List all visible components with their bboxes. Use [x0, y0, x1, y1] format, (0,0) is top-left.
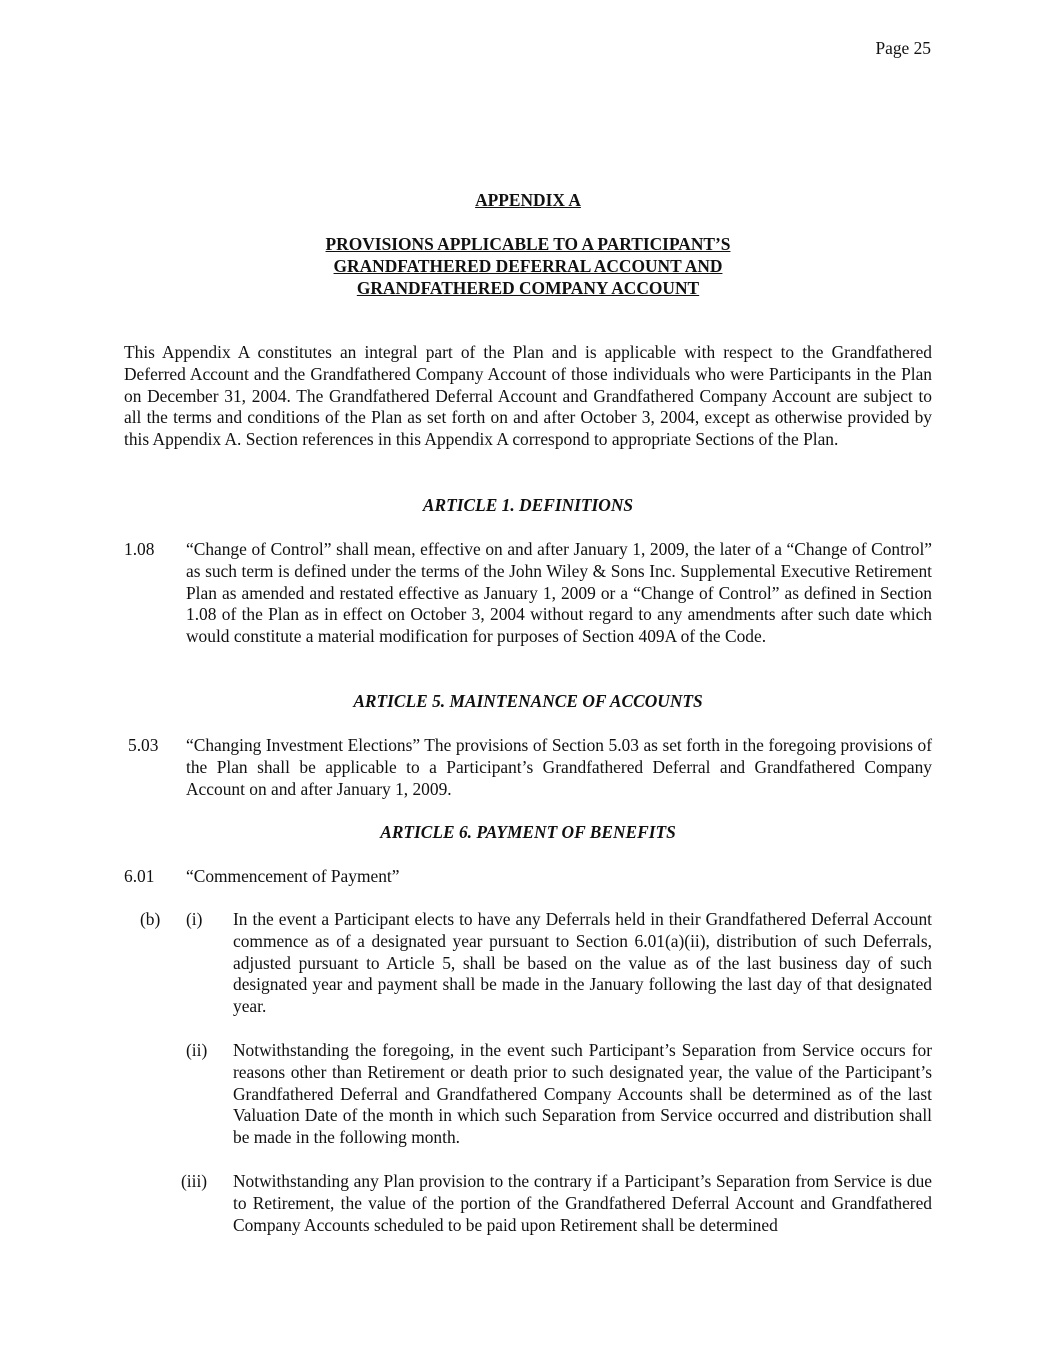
intro-paragraph: This Appendix A constitutes an integral part of the Plan and is applicable with respect to the Grandfathered Deferred Account and the Grandfathered Company Account of those individuals who were Participants in the Plan on December 31, 2004. The Grandfathered Deferral Account and Grandfathered Company Account are subject to all the terms and conditions of the Plan as set forth on and after October 3, 2004, except as otherwise provided by this Appendix A. Section references in this Appendix A correspond to appropriate Sections of the Plan. — [124, 342, 932, 450]
item-label: (i) — [186, 909, 203, 929]
page-number: Page 25 — [875, 38, 931, 58]
provisions-title-line: GRANDFATHERED COMPANY ACCOUNT — [356, 277, 700, 298]
item-label: (iii) — [181, 1171, 208, 1191]
section-5-03 — [124, 735, 932, 800]
provisions-title — [124, 234, 932, 299]
section-text: “Changing Investment Elections” The provisions of Section 5.03 as set forth in the foregoing provisions of the Plan shall be applicable to a Participant’s Grandfathered Deferral and Grandfathered Company Account on and after January 1, 2009. — [186, 735, 932, 799]
article-6-heading: ARTICLE 6. PAYMENT OF BENEFITS — [380, 822, 676, 842]
provisions-title-line: GRANDFATHERED DEFERRAL ACCOUNT AND — [333, 255, 723, 276]
section-number: 1.08 — [124, 539, 155, 559]
item-text: Notwithstanding any Plan provision to the contrary if a Participant’s Separation from Service is due to Retirement, the value of the portion of the Grandfathered Deferral Account and Grandfathered Company Accounts scheduled to be paid upon Retirement shall be determined — [233, 1171, 932, 1235]
subitem-ii — [124, 1040, 932, 1149]
section-number: 6.01 — [124, 866, 155, 886]
subitem-b-i — [124, 909, 932, 1018]
section-number: 5.03 — [128, 735, 159, 755]
section-title: “Commencement of Payment” — [186, 866, 400, 886]
item-text: In the event a Participant elects to have any Deferrals held in their Grandfathered Deferral Account commence as of a designated year pursuant to Section 6.01(a)(ii), distribution of such Deferrals, adjusted pursuant to Article 5, shall be based on the value as of the last business day of such designated year and payment shall be made in the January following the last day of that designated year. — [233, 909, 932, 1017]
subitem-iii — [124, 1171, 932, 1236]
appendix-title: APPENDIX A — [475, 190, 581, 210]
section-6-01 — [124, 866, 932, 888]
section-text: “Change of Control” shall mean, effective on and after January 1, 2009, the later of a “Change of Control” as such term is defined under the terms of the John Wiley & Sons Inc. Supplemental Executive Retirement Plan as amended and restated effective as January 1, 2009 or a “Change of Control” as defined in Section 1.08 of the Plan as in effect on October 3, 2004 without regard to any amendments after such date which would constitute a material modification for purposes of Section 409A of the Code. — [186, 539, 932, 647]
section-1-08 — [124, 539, 932, 648]
provisions-title-line: PROVISIONS APPLICABLE TO A PARTICIPANT’S — [325, 234, 731, 254]
article-5-heading: ARTICLE 5. MAINTENANCE OF ACCOUNTS — [353, 691, 703, 711]
item-text: Notwithstanding the foregoing, in the event such Participant’s Separation from Service occurs for reasons other than Retirement or death prior to such designated year, the value of the Participant’s Grandfathered Deferral and Grandfathered Company Accounts shall be determined as of the last Valuation Date of the month in which such Separation from Service occurred and distribution shall be made in the following month. — [233, 1040, 932, 1148]
article-1-heading: ARTICLE 1. DEFINITIONS — [422, 495, 634, 515]
paragraph-label: (b) — [140, 909, 161, 929]
item-label: (ii) — [186, 1040, 208, 1060]
